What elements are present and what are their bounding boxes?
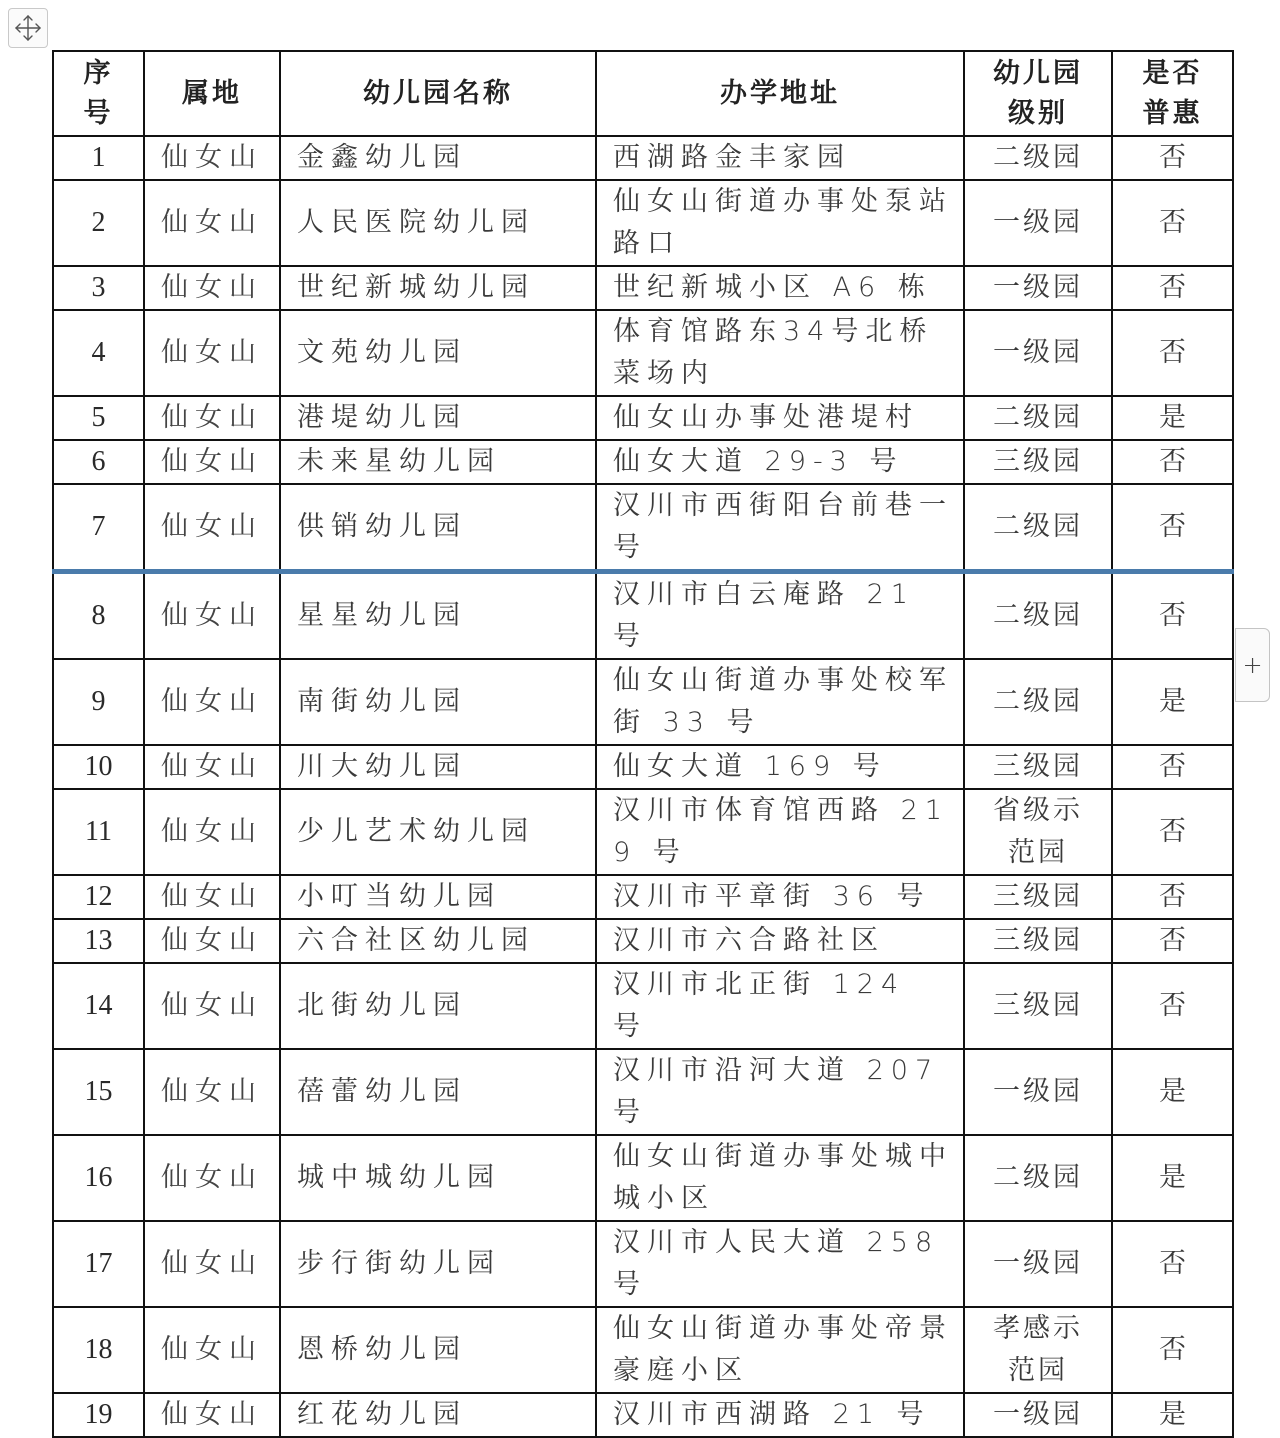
cell-area[interactable]: 仙女山: [144, 440, 280, 484]
cell-name[interactable]: 少儿艺术幼儿园: [280, 789, 596, 875]
cell-name[interactable]: 人民医院幼儿园: [280, 180, 596, 266]
cell-inclusive[interactable]: 是: [1112, 1393, 1233, 1437]
cell-area[interactable]: 仙女山: [144, 1307, 280, 1393]
cell-level[interactable]: 二级园: [964, 659, 1112, 745]
cell-area[interactable]: 仙女山: [144, 180, 280, 266]
cell-area[interactable]: 仙女山: [144, 310, 280, 396]
cell-no[interactable]: 11: [53, 789, 144, 875]
cell-inclusive[interactable]: 否: [1112, 789, 1233, 875]
cell-level[interactable]: 二级园: [964, 484, 1112, 572]
header-inclusive: [1112, 51, 1233, 136]
cell-area[interactable]: 仙女山: [144, 1221, 280, 1307]
cell-name[interactable]: 南街幼儿园: [280, 659, 596, 745]
cell-area[interactable]: 仙女山: [144, 659, 280, 745]
cell-level[interactable]: 二级园: [964, 136, 1112, 180]
table-row-selected-boundary: [53, 484, 1233, 572]
header-level-line1: 幼儿园: [993, 57, 1083, 89]
table-row: [53, 1393, 1233, 1437]
cell-inclusive[interactable]: 是: [1112, 1135, 1233, 1221]
cell-address[interactable]: 汉川市人民大道 258 号: [596, 1221, 964, 1307]
table-row: [53, 1221, 1233, 1307]
cell-name[interactable]: 北街幼儿园: [280, 963, 596, 1049]
table-row: [53, 440, 1233, 484]
cell-level[interactable]: 一级园: [964, 180, 1112, 266]
cell-level[interactable]: 三级园: [964, 963, 1112, 1049]
header-no-line2: 号: [83, 97, 114, 129]
cell-address[interactable]: 仙女山街道办事处泵站路口: [596, 180, 964, 266]
header-inclusive-line1: 是否: [1142, 57, 1203, 89]
cell-area[interactable]: 仙女山: [144, 1049, 280, 1135]
cell-name[interactable]: 小叮当幼儿园: [280, 875, 596, 919]
cell-area[interactable]: 仙女山: [144, 484, 280, 572]
header-row: [53, 51, 1233, 136]
table-row: [53, 180, 1233, 266]
cell-inclusive[interactable]: 否: [1112, 136, 1233, 180]
cell-address[interactable]: 仙女大道 29-3 号: [596, 440, 964, 484]
cell-area[interactable]: 仙女山: [144, 963, 280, 1049]
cell-name[interactable]: 川大幼儿园: [280, 745, 596, 789]
cell-no[interactable]: 8: [53, 572, 144, 660]
cell-name[interactable]: 金鑫幼儿园: [280, 136, 596, 180]
cell-inclusive[interactable]: 是: [1112, 659, 1233, 745]
cell-inclusive[interactable]: 否: [1112, 440, 1233, 484]
cell-no[interactable]: 18: [53, 1307, 144, 1393]
cell-name[interactable]: 六合社区幼儿园: [280, 919, 596, 963]
cell-address[interactable]: 汉川市六合路社区: [596, 919, 964, 963]
cell-inclusive[interactable]: 是: [1112, 396, 1233, 440]
cell-name[interactable]: 港堤幼儿园: [280, 396, 596, 440]
cell-inclusive[interactable]: 否: [1112, 484, 1233, 572]
cell-address[interactable]: 西湖路金丰家园: [596, 136, 964, 180]
cell-inclusive[interactable]: 否: [1112, 266, 1233, 310]
cell-inclusive[interactable]: 否: [1112, 310, 1233, 396]
header-area: 属地: [144, 51, 280, 136]
table-row: [53, 266, 1233, 310]
move-arrows-icon: [13, 13, 43, 43]
cell-name[interactable]: 城中城幼儿园: [280, 1135, 596, 1221]
cell-level[interactable]: 一级园: [964, 1049, 1112, 1135]
plus-icon: +: [1242, 651, 1263, 679]
cell-no[interactable]: 12: [53, 875, 144, 919]
cell-no[interactable]: 7: [53, 484, 144, 572]
cell-no[interactable]: 9: [53, 659, 144, 745]
cell-inclusive[interactable]: 否: [1112, 1221, 1233, 1307]
cell-no[interactable]: 4: [53, 310, 144, 396]
cell-address[interactable]: 汉川市平章街 36 号: [596, 875, 964, 919]
cell-level[interactable]: 一级园: [964, 1393, 1112, 1437]
table-row: [53, 572, 1233, 660]
cell-address[interactable]: 仙女大道 169 号: [596, 745, 964, 789]
cell-level[interactable]: 一级园: [964, 1221, 1112, 1307]
cell-name[interactable]: 恩桥幼儿园: [280, 1307, 596, 1393]
cell-address[interactable]: 汉川市西街阳台前巷一号: [596, 484, 964, 572]
table-row: [53, 789, 1233, 875]
table-row: [53, 919, 1233, 963]
cell-area[interactable]: 仙女山: [144, 1135, 280, 1221]
table-row: [53, 1135, 1233, 1221]
cell-no[interactable]: 5: [53, 396, 144, 440]
cell-no[interactable]: 10: [53, 745, 144, 789]
table-row: [53, 396, 1233, 440]
cell-no[interactable]: 14: [53, 963, 144, 1049]
cell-no[interactable]: 1: [53, 136, 144, 180]
cell-area[interactable]: 仙女山: [144, 919, 280, 963]
cell-inclusive[interactable]: 否: [1112, 875, 1233, 919]
kindergarten-table: [52, 50, 1234, 1438]
cell-area[interactable]: 仙女山: [144, 745, 280, 789]
cell-name[interactable]: 世纪新城幼儿园: [280, 266, 596, 310]
table-row: [53, 659, 1233, 745]
cell-area[interactable]: 仙女山: [144, 396, 280, 440]
cell-level[interactable]: 三级园: [964, 440, 1112, 484]
table-row: [53, 136, 1233, 180]
cell-address[interactable]: 汉川市西湖路 21 号: [596, 1393, 964, 1437]
cell-address[interactable]: 仙女山办事处港堤村: [596, 396, 964, 440]
table-row: [53, 745, 1233, 789]
table-row: [53, 310, 1233, 396]
header-level-line2: 级别: [1008, 97, 1068, 129]
table-row: [53, 963, 1233, 1049]
cell-inclusive[interactable]: 否: [1112, 963, 1233, 1049]
cell-name[interactable]: 供销幼儿园: [280, 484, 596, 572]
header-level: [964, 51, 1112, 136]
table-move-handle[interactable]: [8, 8, 48, 48]
cell-inclusive[interactable]: 否: [1112, 1307, 1233, 1393]
cell-level[interactable]: 一级园: [964, 310, 1112, 396]
cell-address[interactable]: 汉川市北正街 124 号: [596, 963, 964, 1049]
cell-inclusive[interactable]: 否: [1112, 919, 1233, 963]
cell-level[interactable]: 二级园: [964, 1135, 1112, 1221]
cell-name[interactable]: 文苑幼儿园: [280, 310, 596, 396]
cell-address[interactable]: 汉川市体育馆西路 219 号: [596, 789, 964, 875]
cell-level[interactable]: 二级园: [964, 572, 1112, 660]
cell-no[interactable]: 6: [53, 440, 144, 484]
header-address: 办学地址: [596, 51, 964, 136]
cell-address[interactable]: 仙女山街道办事处帝景豪庭小区: [596, 1307, 964, 1393]
cell-level[interactable]: 三级园: [964, 919, 1112, 963]
header-no: [53, 51, 144, 136]
header-name: 幼儿园名称: [280, 51, 596, 136]
cell-inclusive[interactable]: 否: [1112, 572, 1233, 660]
add-row-button[interactable]: [1235, 628, 1270, 702]
cell-inclusive[interactable]: 否: [1112, 745, 1233, 789]
cell-inclusive[interactable]: 是: [1112, 1049, 1233, 1135]
table-body: [53, 136, 1233, 1437]
cell-level[interactable]: 三级园: [964, 745, 1112, 789]
cell-level[interactable]: 一级园: [964, 266, 1112, 310]
cell-area[interactable]: 仙女山: [144, 1393, 280, 1437]
cell-level[interactable]: 孝感示范园: [964, 1307, 1112, 1393]
cell-area[interactable]: 仙女山: [144, 789, 280, 875]
cell-address[interactable]: 仙女山街道办事处校军街 33 号: [596, 659, 964, 745]
header-no-line1: 序: [83, 57, 114, 89]
cell-name[interactable]: 蓓蕾幼儿园: [280, 1049, 596, 1135]
cell-level[interactable]: 省级示范园: [964, 789, 1112, 875]
cell-no[interactable]: 15: [53, 1049, 144, 1135]
cell-level[interactable]: 二级园: [964, 396, 1112, 440]
cell-no[interactable]: 17: [53, 1221, 144, 1307]
cell-area[interactable]: 仙女山: [144, 875, 280, 919]
header-inclusive-line2: 普惠: [1142, 97, 1203, 129]
table-row: [53, 875, 1233, 919]
cell-no[interactable]: 19: [53, 1393, 144, 1437]
cell-level[interactable]: 三级园: [964, 875, 1112, 919]
cell-address[interactable]: 体育馆路东34号北桥菜场内: [596, 310, 964, 396]
cell-address[interactable]: 汉川市白云庵路 21 号: [596, 572, 964, 660]
cell-inclusive[interactable]: 否: [1112, 180, 1233, 266]
cell-name[interactable]: 星星幼儿园: [280, 572, 596, 660]
cell-address[interactable]: 汉川市沿河大道 207 号: [596, 1049, 964, 1135]
cell-address[interactable]: 世纪新城小区 A6 栋: [596, 266, 964, 310]
cell-area[interactable]: 仙女山: [144, 136, 280, 180]
table-row: [53, 1049, 1233, 1135]
cell-name[interactable]: 红花幼儿园: [280, 1393, 596, 1437]
cell-no[interactable]: 3: [53, 266, 144, 310]
cell-no[interactable]: 16: [53, 1135, 144, 1221]
cell-area[interactable]: 仙女山: [144, 572, 280, 660]
cell-area[interactable]: 仙女山: [144, 266, 280, 310]
cell-no[interactable]: 13: [53, 919, 144, 963]
cell-name[interactable]: 步行街幼儿园: [280, 1221, 596, 1307]
cell-name[interactable]: 未来星幼儿园: [280, 440, 596, 484]
cell-no[interactable]: 2: [53, 180, 144, 266]
cell-address[interactable]: 仙女山街道办事处城中城小区: [596, 1135, 964, 1221]
